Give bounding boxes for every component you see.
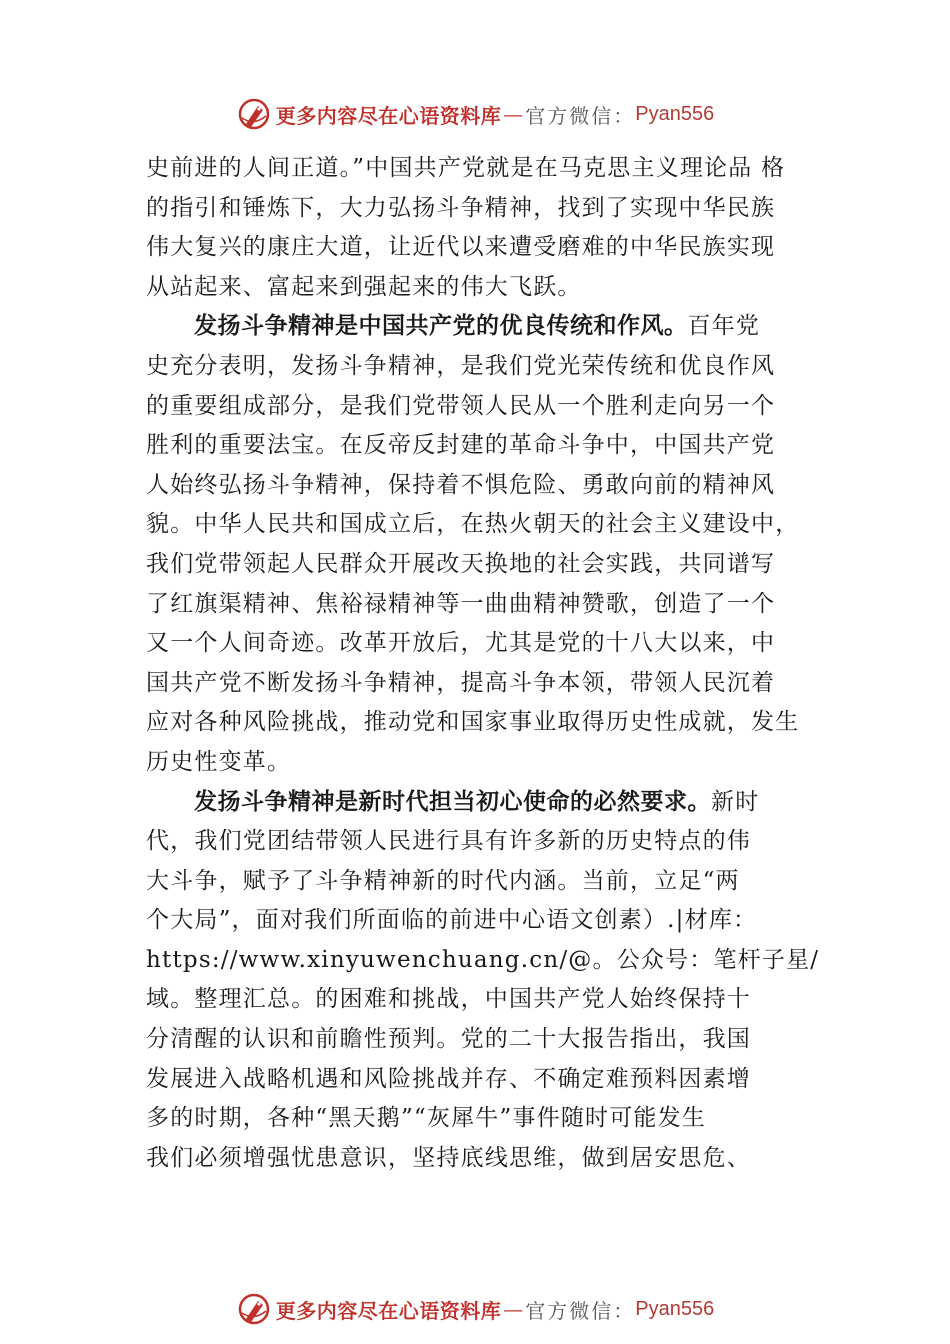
banner-dash: —	[503, 102, 524, 126]
line-text: 新时	[711, 788, 760, 815]
text-line	[146, 1139, 822, 1179]
text-line	[146, 545, 822, 585]
line-text: 多的时期，各种“黑天鹅”“灰犀牛”事件随时可能发生	[146, 1105, 707, 1132]
bold-heading-sentence: 发扬斗争精神是中国共产党的优良传统和作风。	[194, 313, 688, 340]
line-text: 貌。中华人民共和国成立后，在热火朝天的社会主义建设中，	[146, 511, 800, 538]
text-line	[146, 822, 822, 862]
text-line	[146, 387, 822, 427]
line-text: 从站起来、富起来到强起来的伟大飞跃。	[146, 273, 582, 300]
text-line	[146, 703, 822, 743]
text-line	[146, 307, 822, 347]
line-text: 历史性变革。	[146, 748, 292, 775]
text-line	[146, 901, 822, 941]
line-text: 国共产党不断发扬斗争精神，提高斗争本领，带领人民沉着	[146, 669, 776, 696]
line-text: 伟大复兴的康庄大道，让近代以来遭受磨难的中华民族实现	[146, 234, 776, 261]
text-line	[146, 664, 822, 704]
header-banner	[0, 94, 950, 134]
text-line	[146, 585, 822, 625]
line-text: 的指引和锤炼下，大力弘扬斗争精神，找到了实现中华民族	[146, 194, 776, 221]
banner-dash: —	[503, 1297, 524, 1321]
line-text: 我们党带领起人民群众开展改天换地的社会实践，共同谱写	[146, 550, 776, 577]
wechat-label: 官方微信：	[525, 1298, 636, 1323]
line-text: 史充分表明，发扬斗争精神，是我们党光荣传统和优良作风	[146, 352, 776, 379]
line-text: 又一个人间奇迹。改革开放后，尤其是党的十八大以来，中	[146, 630, 776, 657]
line-text: 域。整理汇总。的困难和挑战，中国共产党人始终保持十	[146, 986, 751, 1013]
text-line	[146, 149, 822, 189]
line-text: 代，我们党团结带领人民进行具有许多新的历史特点的伟	[146, 828, 751, 855]
line-text: https://www.xinyuwenchuang.cn/@。公众号：笔杆子星/	[146, 946, 820, 973]
brand-text: 更多内容尽在心语资料库	[275, 103, 502, 128]
document-body	[146, 149, 822, 1178]
line-text: 分清醒的认识和前瞻性预判。党的二十大报告指出，我国	[146, 1026, 751, 1053]
line-text: 百年党	[687, 313, 761, 340]
pen-nib-circle-icon	[236, 96, 272, 132]
bold-heading-sentence: 发扬斗争精神是新时代担当初心使命的必然要求。	[194, 788, 711, 815]
text-line	[146, 426, 822, 466]
text-line	[146, 862, 822, 902]
text-line	[146, 1020, 822, 1060]
line-text: 发展进入战略机遇和风险挑战并存、不确定难预料因素增	[146, 1065, 751, 1092]
text-line	[146, 624, 822, 664]
line-text: 个大局”，面对我们所面临的前进中心语文创素）.|材库：	[146, 907, 758, 934]
text-line	[146, 189, 822, 229]
line-text: 史前进的人间正道。”中国共产党就是在马克思主义理论品 格	[146, 155, 786, 181]
text-line	[146, 980, 822, 1020]
text-line	[146, 783, 822, 823]
text-line	[146, 347, 822, 387]
pen-nib-circle-icon	[236, 1291, 272, 1327]
line-text: 我们必须增强忧患意识，坚持底线思维，做到居安思危、	[146, 1144, 751, 1171]
line-text: 了红旗渠精神、焦裕禄精神等一曲曲精神赞歌，创造了一个	[146, 590, 776, 617]
line-text: 的重要组成部分，是我们党带领人民从一个胜利走向另一个	[146, 392, 776, 419]
line-text: 胜利的重要法宝。在反帝反封建的革命斗争中，中国共产党	[146, 432, 776, 459]
brand-text: 更多内容尽在心语资料库	[275, 1298, 502, 1323]
text-line	[146, 505, 822, 545]
text-line	[146, 1099, 822, 1139]
text-line	[146, 743, 822, 783]
text-line	[146, 466, 822, 506]
wechat-label: 官方微信：	[525, 103, 636, 128]
footer-banner	[0, 1289, 950, 1329]
line-text: 应对各种风险挑战，推动党和国家事业取得历史性成就，发生	[146, 709, 800, 736]
text-line	[146, 1060, 822, 1100]
text-line	[146, 268, 822, 308]
text-line	[146, 941, 822, 981]
text-line	[146, 228, 822, 268]
line-text: 人始终弘扬斗争精神，保持着不惧危险、勇敢向前的精神风	[146, 471, 776, 498]
line-text: 大斗争，赋予了斗争精神新的时代内涵。当前，立足“两	[146, 867, 740, 894]
wechat-id: Pyan556	[635, 102, 715, 125]
wechat-id: Pyan556	[635, 1297, 715, 1320]
